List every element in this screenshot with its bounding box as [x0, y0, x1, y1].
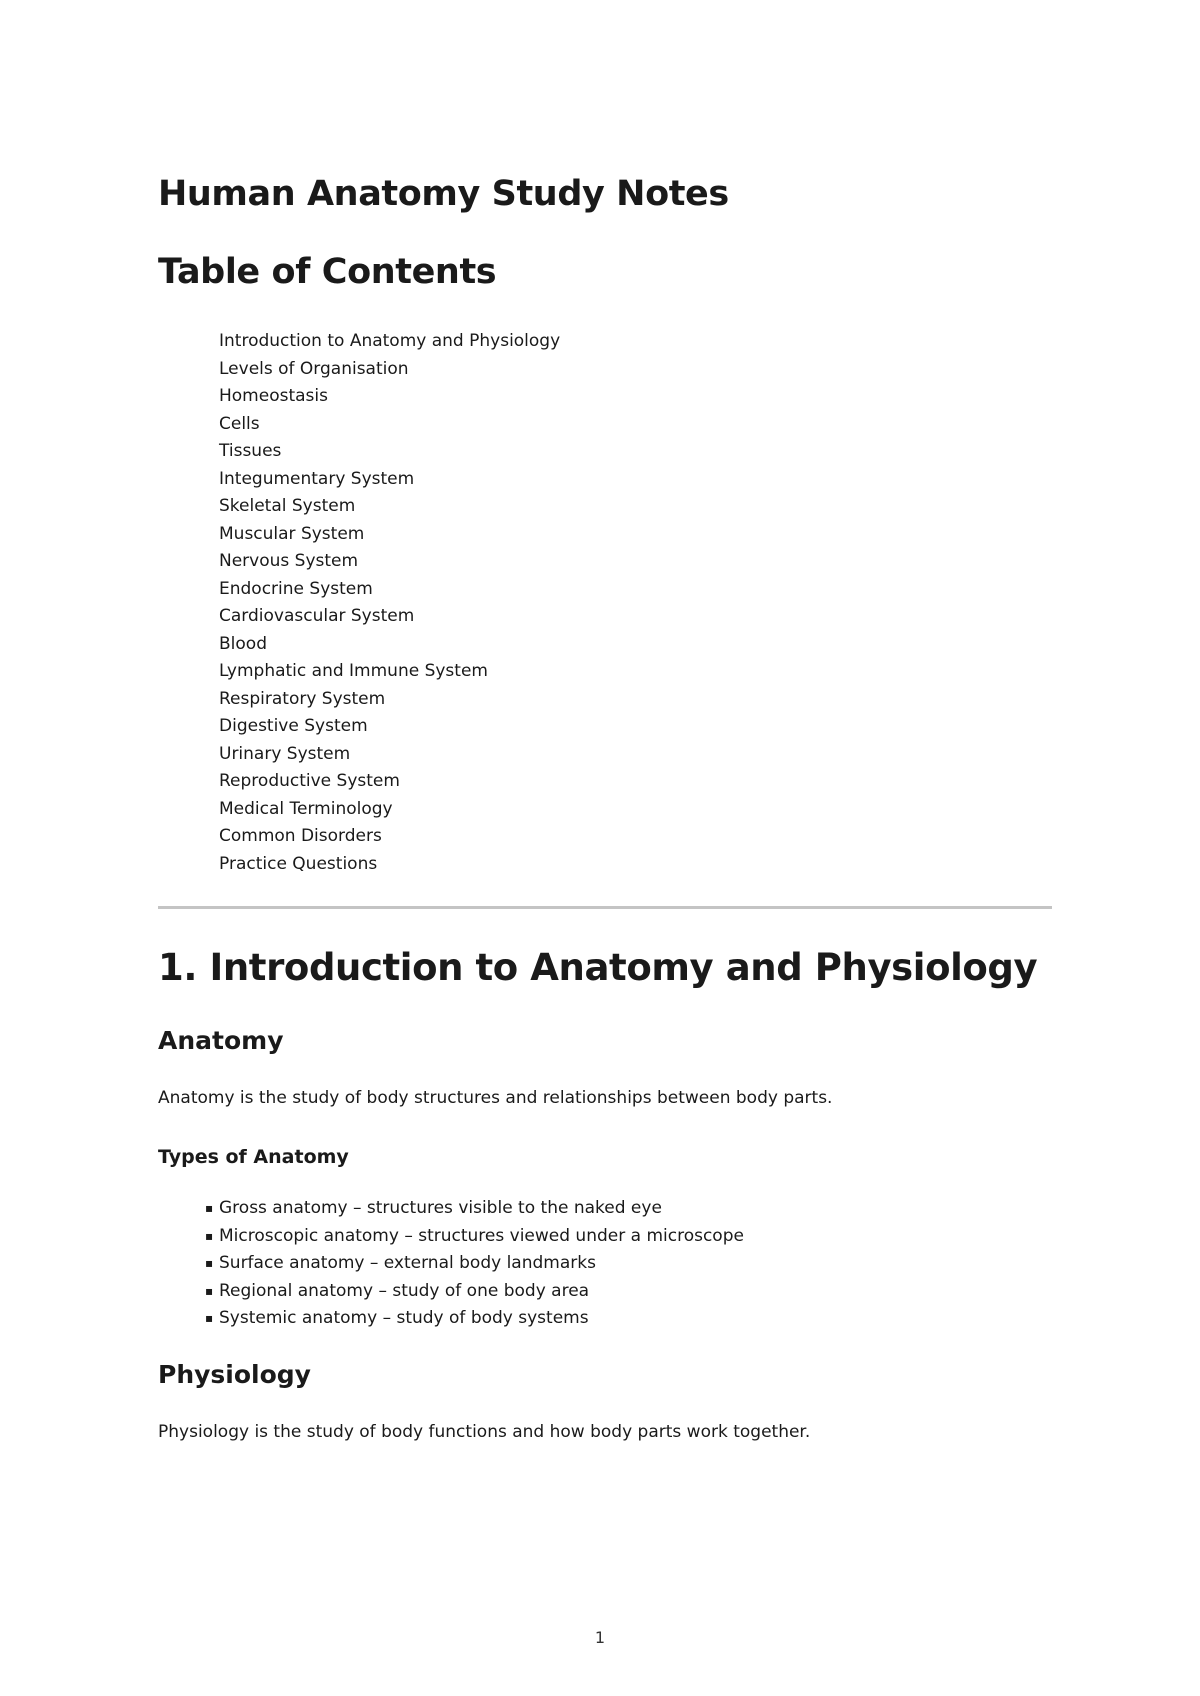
toc-item-label: Integumentary System [219, 468, 415, 489]
toc-item-label: Tissues [219, 441, 282, 461]
anatomy-heading: Anatomy [158, 1026, 284, 1055]
toc-item-label: Respiratory System [219, 688, 386, 709]
toc-item-label: Endocrine System [219, 578, 373, 599]
section-heading: 1. Introduction to Anatomy and Physiology [158, 946, 1038, 989]
bullet-icon: ▪ [205, 1256, 214, 1270]
toc-item-label: Practice Questions [219, 853, 378, 874]
toc-item-label: Levels of Organisation [219, 358, 409, 379]
page-number: 1 [594, 1628, 606, 1647]
toc-item-label: Nervous System [219, 551, 359, 571]
toc-item-label: Digestive System [219, 716, 368, 736]
section-divider [158, 906, 1052, 909]
toc-item-label: Urinary System [219, 743, 351, 764]
bullet-icon: ▪ [205, 1228, 214, 1243]
toc-item-label: Introduction to Anatomy and Physiology [219, 331, 561, 351]
toc-item-label: Skeletal System [219, 496, 356, 516]
toc-item-label: Homeostasis [219, 386, 328, 406]
document-title: Human Anatomy Study Notes [158, 174, 729, 214]
list-item-text: Systemic anatomy – study of body systems [219, 1308, 589, 1328]
list-item-text: Surface anatomy – external body landmarks [219, 1253, 596, 1273]
types-of-anatomy-heading: Types of Anatomy [158, 1146, 349, 1168]
toc-item-label: Blood [219, 633, 267, 654]
toc-item-label: Medical Terminology [219, 798, 393, 819]
toc-item-label: Cells [219, 413, 260, 434]
list-item-text: Microscopic anatomy – structures viewed under a microscope [219, 1225, 744, 1246]
bullet-icon: ▪ [205, 1311, 214, 1325]
list-item-text: Gross anatomy – structures visible to the naked eye [219, 1198, 662, 1218]
toc-item-label: Common Disorders [219, 826, 382, 846]
physiology-heading: Physiology [158, 1360, 311, 1389]
list-item-text: Regional anatomy – study of one body area [219, 1280, 590, 1301]
physiology-paragraph: Physiology is the study of body functions and how body parts work together. [158, 1422, 811, 1442]
toc-item-label: Reproductive System [219, 771, 400, 791]
bullet-icon: ▪ [205, 1201, 214, 1215]
toc-heading: Table of Contents [158, 252, 497, 292]
bullet-icon: ▪ [205, 1283, 214, 1298]
toc-item-label: Muscular System [219, 523, 365, 544]
toc-item-label: Lymphatic and Immune System [219, 661, 488, 681]
anatomy-paragraph: Anatomy is the study of body structures and relationships between body parts. [158, 1088, 833, 1108]
toc-item-label: Cardiovascular System [219, 606, 415, 626]
